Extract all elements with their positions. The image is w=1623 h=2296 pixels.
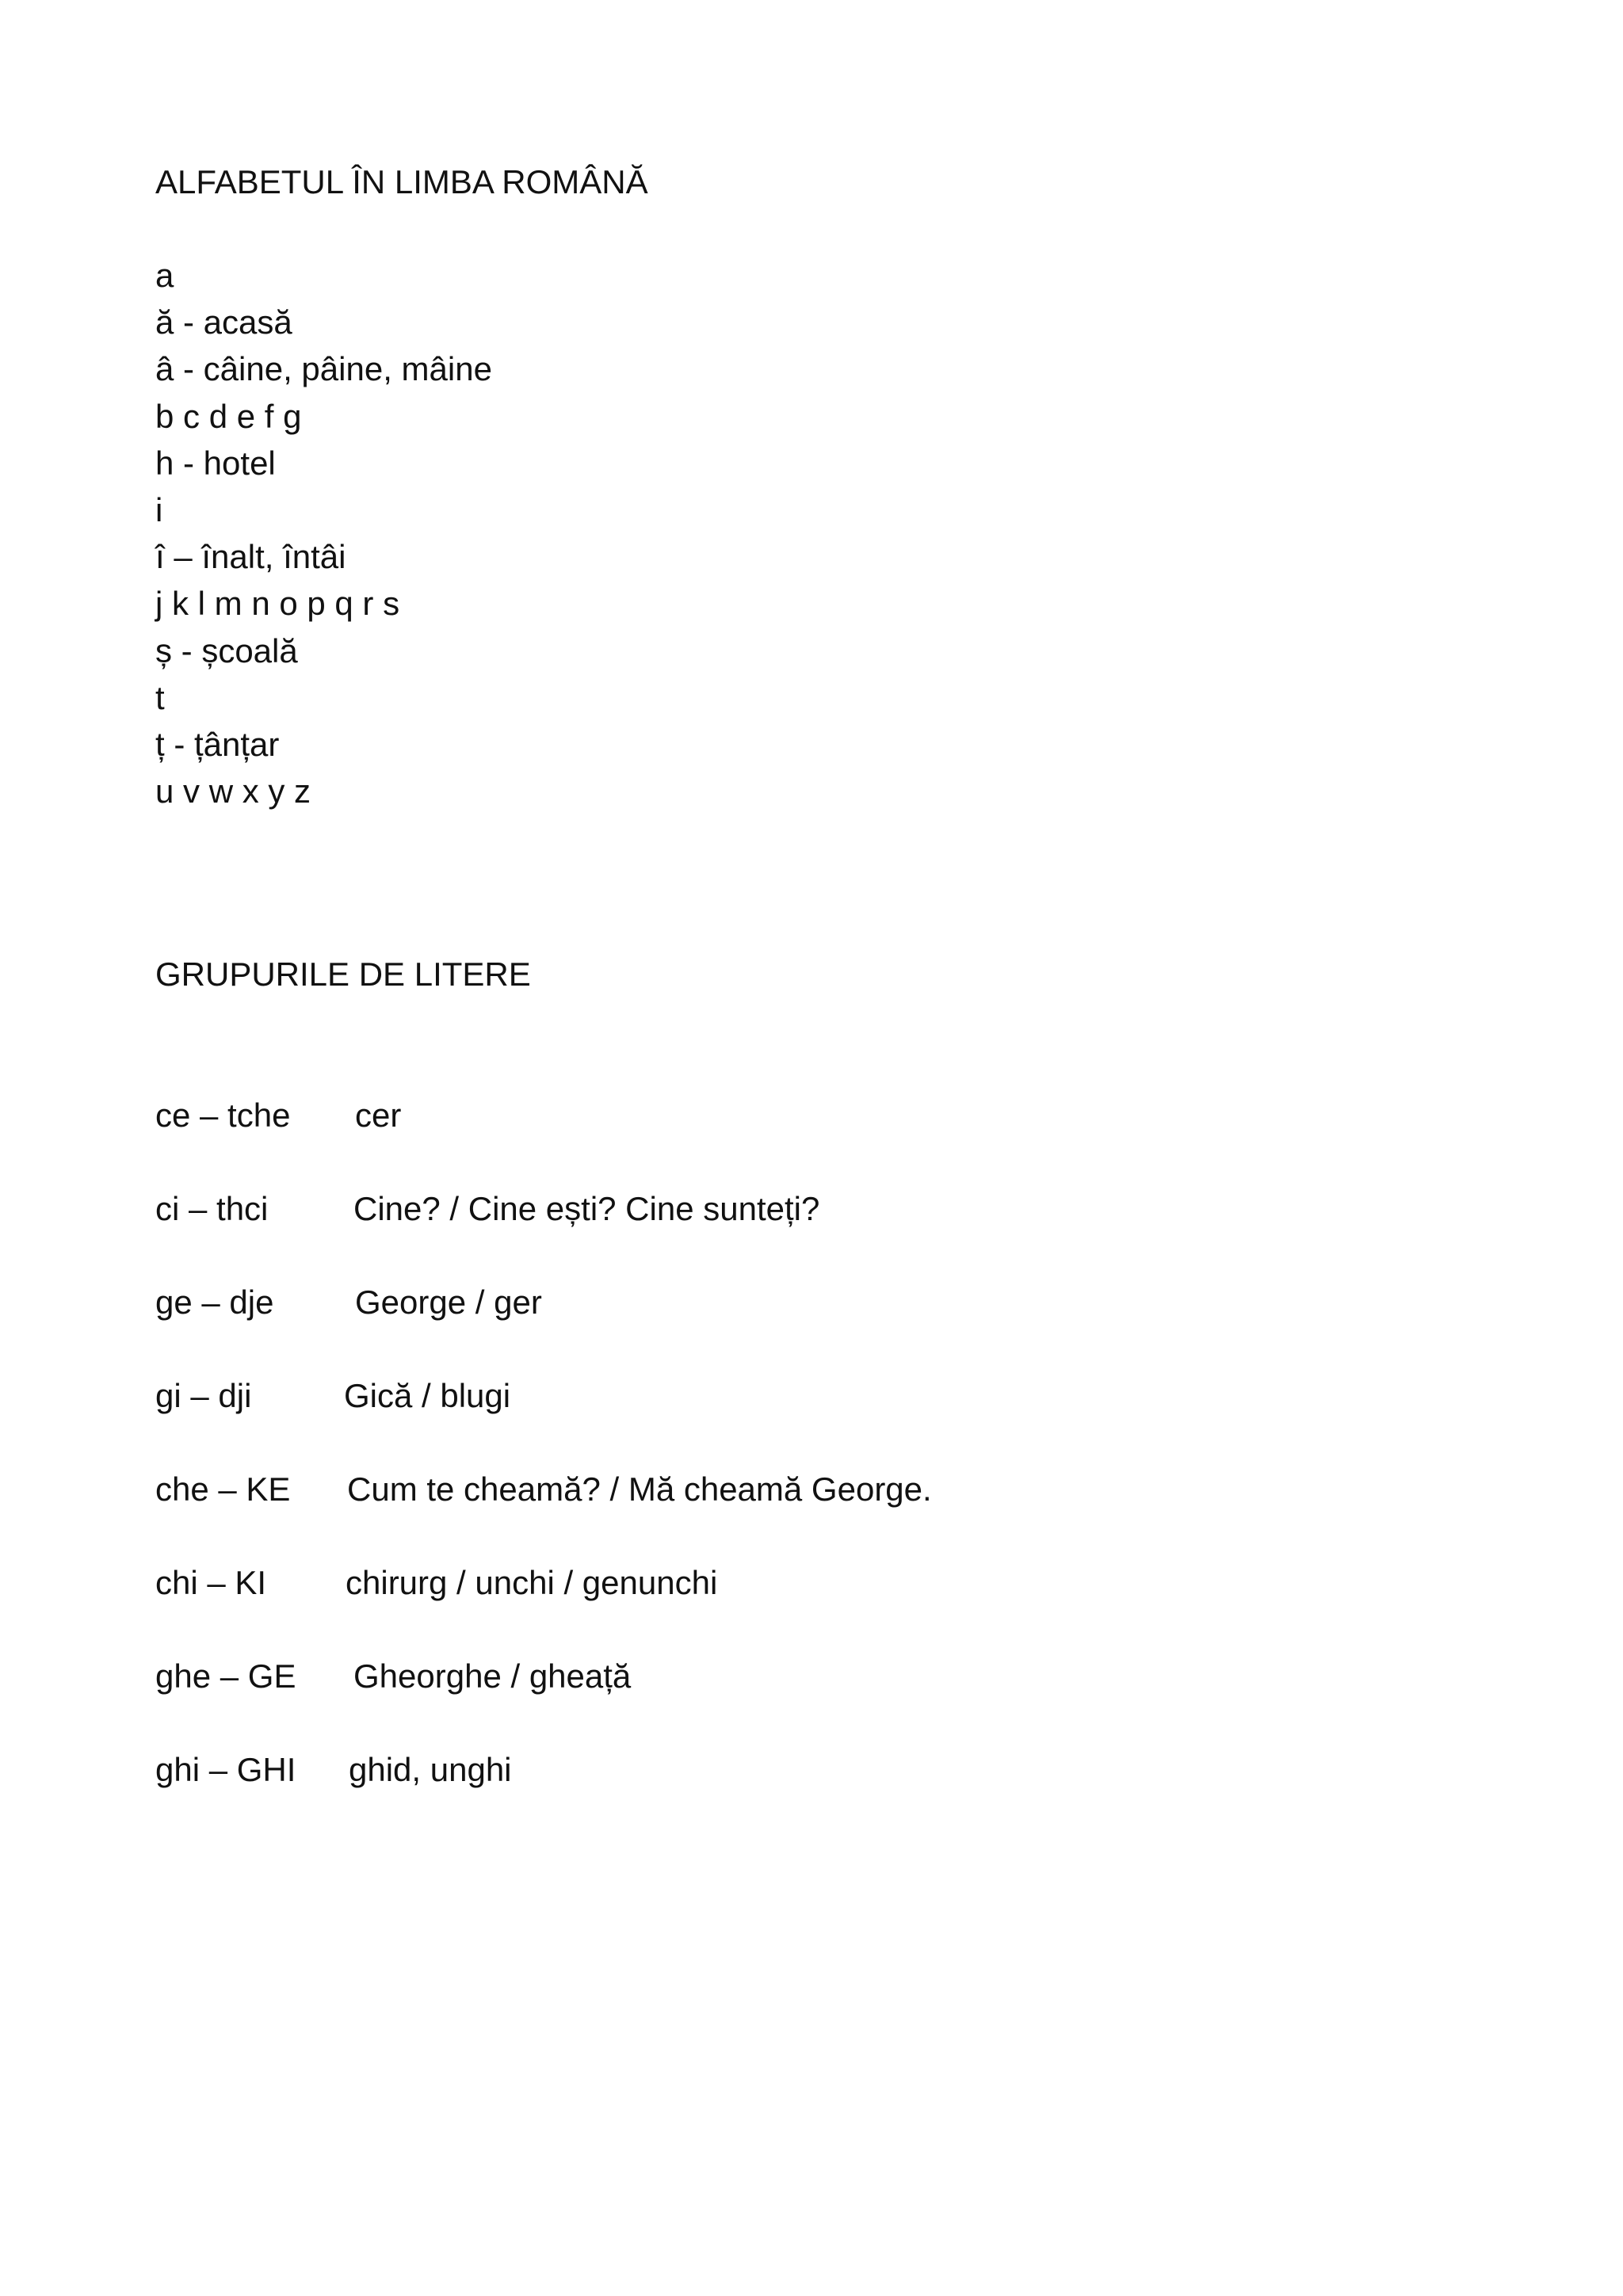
alphabet-line: a: [155, 257, 174, 294]
alphabet-line: j k l m n o p q r s: [155, 585, 400, 623]
group-example: chirurg / unchi / genunchi: [346, 1564, 718, 1601]
group-example: Gheorghe / gheață: [353, 1657, 632, 1695]
alphabet-line: i: [155, 491, 163, 529]
group-sound: ge – dje: [155, 1283, 274, 1321]
group-sound: ghe – GE: [155, 1657, 296, 1695]
group-sound: ci – thci: [155, 1190, 269, 1227]
group-example: ghid, unghi: [349, 1751, 512, 1788]
alphabet-line: t: [155, 678, 165, 716]
letter-groups-title: GRUPURILE DE LITERE: [155, 955, 531, 993]
group-sound: ce – tche: [155, 1097, 291, 1134]
alphabet-title: ALFABETUL ÎN LIMBA ROMÂNĂ: [155, 163, 648, 200]
alphabet-line: î – înalt, întâi: [155, 538, 346, 576]
group-sound: chi – KI: [155, 1564, 267, 1601]
group-sound: che – KE: [155, 1470, 291, 1508]
alphabet-line: h - hotel: [155, 444, 276, 482]
alphabet-line: b c d e f g: [155, 397, 302, 435]
group-example: Gică / blugi: [344, 1377, 511, 1414]
group-sound: gi – dji: [155, 1377, 252, 1414]
alphabet-list: [155, 252, 492, 814]
group-example: cer: [355, 1097, 402, 1134]
group-example: George / ger: [355, 1283, 542, 1321]
alphabet-line: u v w x y z: [155, 772, 311, 810]
alphabet-line: ă - acasă: [155, 303, 292, 341]
group-example: Cum te cheamă? / Mă cheamă George.: [347, 1470, 932, 1508]
alphabet-line: ș - școală: [155, 631, 298, 669]
group-sound: ghi – GHI: [155, 1751, 296, 1788]
alphabet-line: â - câine, pâine, mâine: [155, 350, 492, 388]
group-example: Cine? / Cine ești? Cine sunteți?: [353, 1190, 820, 1227]
alphabet-line: ț - țânțar: [155, 726, 280, 764]
